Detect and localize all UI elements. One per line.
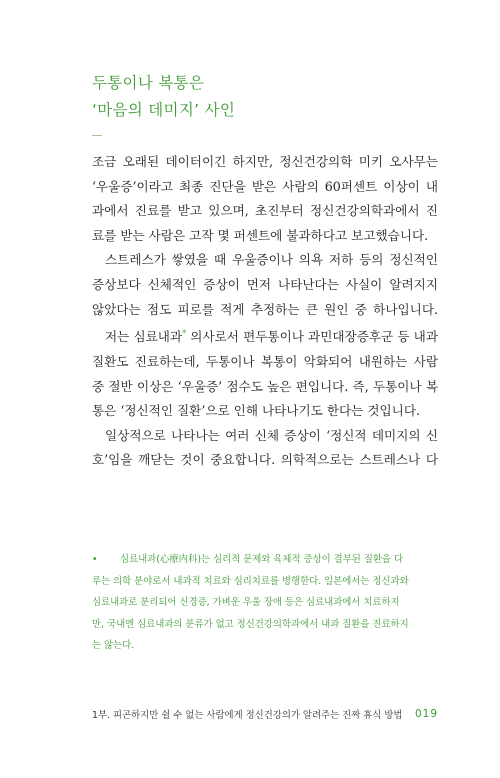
footnote-bullet: • [92, 554, 98, 565]
body-line-part: 저는 심료내과 [105, 329, 183, 345]
body-line: 통은 ‘정신적인 질환’으로 인해 나타나기도 한다는 것입니다. [92, 403, 421, 419]
section-heading [92, 70, 235, 124]
footnote-line: 심료내과로 분리되어 신경증, 가벼운 우울 장애 등은 심료내과에서 치료하지 [92, 597, 400, 608]
page-number: 019 [414, 708, 438, 720]
heading-line-1: 두통이나 복통은 [92, 74, 205, 92]
running-title: 1부. 피곤하지만 쉴 수 없는 사람에게 정신건강의가 알려주는 진짜 휴식 방법 [92, 710, 403, 721]
footnote [92, 549, 438, 657]
body-line-part: 의사로서 편두통이나 과민대장증후군 등 내과 [186, 329, 438, 345]
footnote-line [92, 549, 438, 571]
footnote-line: 루는 의학 분야로서 내과적 치료와 심리치료를 병행한다. 일본에서는 정신과와 [92, 575, 409, 587]
body-line: 료를 받는 사람은 고작 몇 퍼센트에 불과하다고 보고했습니다. [92, 227, 429, 243]
body-line: 질환도 진료하는데, 두통이나 복통이 악화되어 내원하는 사람 [92, 353, 438, 369]
body-line: ‘우울증’이라고 최종 진단을 받은 사람의 60퍼센트 이상이 내 [92, 178, 438, 194]
body-line: 중 절반 이상은 ‘우울증’ 점수도 높은 편입니다. 즉, 두통이나 복 [92, 378, 438, 394]
body-line: 스트레스가 쌓였을 때 우울증이나 의욕 저하 등의 정신적인 [105, 252, 438, 268]
heading-line-2: ‘마음의 데미지’ 사인 [92, 101, 236, 119]
body-line: 조금 오래된 데이터이긴 하지만, 정신건강의학 미키 오사무는 [92, 154, 438, 169]
body-line: 일상적으로 나타나는 여러 신체 증상이 ‘정신적 데미지의 신 [105, 427, 438, 443]
heading-divider [92, 135, 102, 136]
body-line: 않았다는 점도 피로를 적게 추정하는 큰 원인 중 하나입니다. [92, 301, 438, 317]
body-text [92, 150, 438, 473]
footnote-marker[interactable]: * [182, 329, 187, 339]
footnote-line: 는 않는다. [92, 640, 135, 651]
footnote-text: 심료내과(心療内科)는 심리적 문제와 육체적 증상이 결부된 질환을 다 [120, 554, 404, 565]
body-line: 호’임을 깨닫는 것이 중요합니다. 의학적으로는 스트레스나 다 [92, 452, 438, 468]
footnote-line: 만, 국내엔 심료내과의 분류가 없고 정신건강의학과에서 내과 질환을 진료하지 [92, 618, 409, 630]
body-line-with-footnote [92, 322, 438, 350]
body-line: 증상보다 신체적인 증상이 먼저 나타난다는 사실이 알려지지 [92, 276, 438, 292]
body-line: 과에서 진료를 받고 있으며, 초진부터 정신건강의학과에서 진 [92, 203, 438, 219]
page-footer [92, 707, 438, 721]
